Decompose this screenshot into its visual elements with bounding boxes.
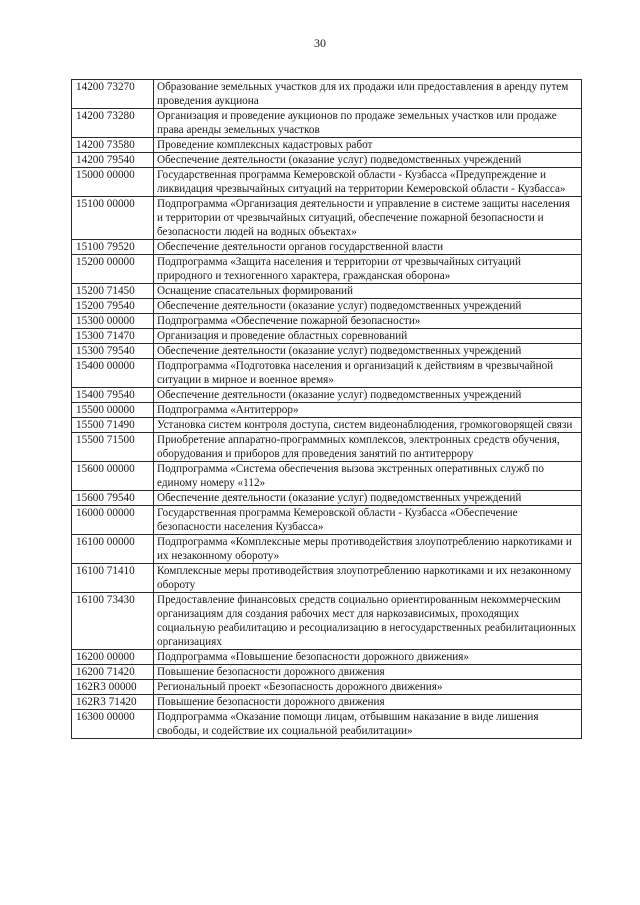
table-row [72,564,582,593]
description-cell: Подпрограмма «Комплексные меры противодействия злоупотреблению наркотиками и их незаконному обороту» [154,535,582,564]
code-cell: 162R3 00000 [72,680,154,695]
table-row [72,359,582,388]
description-cell: Обеспечение деятельности (оказание услуг) подведомственных учреждений [154,388,582,403]
description-cell: Предоставление финансовых средств социально ориентированным некоммерческим организациям для создания рабочих мест для наркозависимых, проходящих социальную реабилитацию и ресоциализацию в негосударственных реабилитационных организациях [154,593,582,650]
code-cell: 16200 71420 [72,665,154,680]
code-cell: 16300 00000 [72,710,154,739]
code-cell: 14200 73280 [72,109,154,138]
table-row [72,650,582,665]
table-row [72,403,582,418]
code-cell: 15500 00000 [72,403,154,418]
description-cell: Установка систем контроля доступа, систем видеонаблюдения, громкоговорящей связи [154,418,582,433]
code-cell: 15000 00000 [72,168,154,197]
code-cell: 16100 73430 [72,593,154,650]
description-cell: Подпрограмма «Антитеррор» [154,403,582,418]
code-cell: 15600 00000 [72,462,154,491]
code-cell: 15400 00000 [72,359,154,388]
description-cell: Региональный проект «Безопасность дорожного движения» [154,680,582,695]
code-cell: 15400 79540 [72,388,154,403]
description-cell: Образование земельных участков для их продажи или предоставления в аренду путем проведения аукциона [154,80,582,109]
code-cell: 14200 79540 [72,153,154,168]
code-cell: 15300 71470 [72,329,154,344]
code-cell: 15200 79540 [72,299,154,314]
code-cell: 16100 71410 [72,564,154,593]
description-cell: Подпрограмма «Подготовка населения и организаций к действиям в чрезвычайной ситуации в мирное и военное время» [154,359,582,388]
description-cell: Государственная программа Кемеровской области - Кузбасса «Обеспечение безопасности населения Кузбасса» [154,506,582,535]
table-row [72,138,582,153]
code-cell: 14200 73580 [72,138,154,153]
table-row [72,153,582,168]
description-cell: Подпрограмма «Повышение безопасности дорожного движения» [154,650,582,665]
description-cell: Государственная программа Кемеровской области - Кузбасса «Предупреждение и ликвидация чрезвычайных ситуаций на территории Кемеровской области - Кузбасса» [154,168,582,197]
table-row [72,299,582,314]
table-row [72,665,582,680]
table-row [72,593,582,650]
table-row [72,433,582,462]
code-cell: 15200 00000 [72,255,154,284]
table-row [72,284,582,299]
description-cell: Приобретение аппаратно-программных комплексов, электронных средств обучения, оборудования и приборов для проведения занятий по антитеррору [154,433,582,462]
table-row [72,168,582,197]
table-row [72,344,582,359]
code-cell: 15300 00000 [72,314,154,329]
table-row [72,491,582,506]
code-cell: 16100 00000 [72,535,154,564]
description-cell: Подпрограмма «Организация деятельности и управление в системе защиты населения и территории от чрезвычайных ситуаций, обеспечение пожарной безопасности и безопасности людей на водных объектах» [154,197,582,240]
table-row [72,109,582,138]
code-cell: 15500 71490 [72,418,154,433]
table-row [72,388,582,403]
description-cell: Подпрограмма «Обеспечение пожарной безопасности» [154,314,582,329]
description-cell: Подпрограмма «Защита населения и территории от чрезвычайных ситуаций природного и техногенного характера, гражданская оборона» [154,255,582,284]
description-cell: Подпрограмма «Оказание помощи лицам, отбывшим наказание в виде лишения свободы, и содействие их социальной реабилитации» [154,710,582,739]
code-cell: 14200 73270 [72,80,154,109]
code-cell: 15100 79520 [72,240,154,255]
code-cell: 15300 79540 [72,344,154,359]
code-cell: 162R3 71420 [72,695,154,710]
table-row [72,695,582,710]
description-cell: Подпрограмма «Система обеспечения вызова экстренных оперативных служб по единому номеру «112» [154,462,582,491]
page-number: 30 [314,36,326,50]
table-row [72,506,582,535]
table-row [72,680,582,695]
code-cell: 15100 00000 [72,197,154,240]
code-cell: 16200 00000 [72,650,154,665]
table-body [72,80,582,739]
code-cell: 15200 71450 [72,284,154,299]
description-cell: Повышение безопасности дорожного движения [154,695,582,710]
description-cell: Проведение комплексных кадастровых работ [154,138,582,153]
description-cell: Оснащение спасательных формирований [154,284,582,299]
description-cell: Организация и проведение аукционов по продаже земельных участков или продаже права аренды земельных участков [154,109,582,138]
description-cell: Обеспечение деятельности (оказание услуг) подведомственных учреждений [154,491,582,506]
description-cell: Комплексные меры противодействия злоупотреблению наркотиками и их незаконному обороту [154,564,582,593]
table-row [72,418,582,433]
description-cell: Обеспечение деятельности органов государственной власти [154,240,582,255]
table-row [72,710,582,739]
table-row [72,240,582,255]
table-row [72,462,582,491]
table-row [72,314,582,329]
description-cell: Обеспечение деятельности (оказание услуг) подведомственных учреждений [154,299,582,314]
code-cell: 16000 00000 [72,506,154,535]
budget-code-table [71,79,582,739]
code-cell: 15600 79540 [72,491,154,506]
description-cell: Повышение безопасности дорожного движения [154,665,582,680]
table-row [72,80,582,109]
description-cell: Обеспечение деятельности (оказание услуг) подведомственных учреждений [154,153,582,168]
table-row [72,255,582,284]
description-cell: Обеспечение деятельности (оказание услуг) подведомственных учреждений [154,344,582,359]
code-cell: 15500 71500 [72,433,154,462]
table-row [72,535,582,564]
description-cell: Организация и проведение областных соревнований [154,329,582,344]
table-row [72,197,582,240]
table-row [72,329,582,344]
